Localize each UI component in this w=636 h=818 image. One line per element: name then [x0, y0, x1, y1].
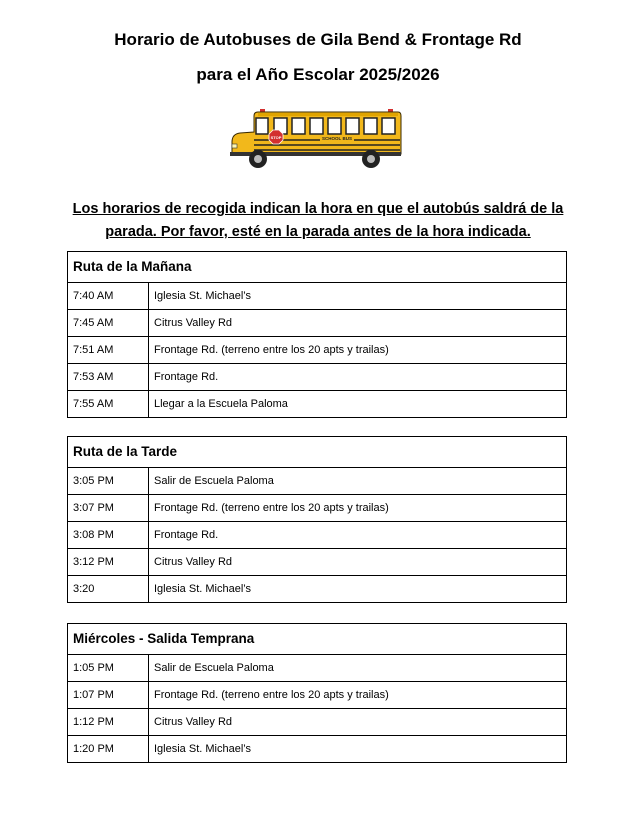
stop-place: Frontage Rd. (terreno entre los 20 apts y trailas): [149, 495, 567, 522]
route-title: Ruta de la Mañana: [68, 252, 567, 283]
school-bus-icon: [228, 108, 403, 170]
route-title: Miércoles - Salida Temprana: [68, 624, 567, 655]
afternoon-route-table: [67, 436, 567, 603]
stop-place: Frontage Rd.: [149, 364, 567, 391]
page-title: Horario de Autobuses de Gila Bend & Frontage Rd: [114, 30, 522, 49]
stop-place: Salir de Escuela Paloma: [149, 655, 567, 682]
table-row: [68, 709, 567, 736]
stop-time: 7:55 AM: [68, 391, 149, 418]
stop-time: 7:40 AM: [68, 283, 149, 310]
table-row: [68, 736, 567, 763]
stop-time: 1:07 PM: [68, 682, 149, 709]
bus-side-text: SCHOOL BUS: [322, 136, 352, 141]
table-row: [68, 522, 567, 549]
table-row: [68, 468, 567, 495]
table-header-row: [68, 252, 567, 283]
stop-time: 7:51 AM: [68, 337, 149, 364]
table-row: [68, 310, 567, 337]
table-row: [68, 364, 567, 391]
stop-place: Iglesia St. Michael’s: [149, 283, 567, 310]
stop-place: Citrus Valley Rd: [149, 310, 567, 337]
notice-line-2: parada. Por favor, esté en la parada antes de la hora indicada.: [105, 224, 531, 240]
stop-time: 3:08 PM: [68, 522, 149, 549]
table-header-row: [68, 437, 567, 468]
table-row: [68, 655, 567, 682]
table-header-row: [68, 624, 567, 655]
stop-time: 3:07 PM: [68, 495, 149, 522]
stop-time: 3:20: [68, 576, 149, 603]
stop-place: Frontage Rd. (terreno entre los 20 apts y trailas): [149, 337, 567, 364]
early-release-route-table: [67, 623, 567, 763]
bus-stop-sign-text: STOP: [270, 135, 282, 140]
stop-place: Iglesia St. Michael’s: [149, 576, 567, 603]
morning-route-table: [67, 251, 567, 418]
stop-time: 1:20 PM: [68, 736, 149, 763]
table-row: [68, 495, 567, 522]
stop-place: Salir de Escuela Paloma: [149, 468, 567, 495]
table-row: [68, 682, 567, 709]
stop-time: 3:12 PM: [68, 549, 149, 576]
table-row: [68, 576, 567, 603]
stop-time: 1:05 PM: [68, 655, 149, 682]
page-subtitle: para el Año Escolar 2025/2026: [196, 65, 440, 84]
stop-place: Llegar a la Escuela Paloma: [149, 391, 567, 418]
stop-time: 7:45 AM: [68, 310, 149, 337]
stop-time: 7:53 AM: [68, 364, 149, 391]
stop-time: 3:05 PM: [68, 468, 149, 495]
table-row: [68, 391, 567, 418]
table-row: [68, 337, 567, 364]
route-title: Ruta de la Tarde: [68, 437, 567, 468]
table-row: [68, 549, 567, 576]
table-row: [68, 283, 567, 310]
stop-place: Citrus Valley Rd: [149, 709, 567, 736]
notice-line-1: Los horarios de recogida indican la hora en que el autobús saldrá de la: [72, 201, 564, 217]
stop-place: Citrus Valley Rd: [149, 549, 567, 576]
stop-place: Frontage Rd. (terreno entre los 20 apts y trailas): [149, 682, 567, 709]
stop-time: 1:12 PM: [68, 709, 149, 736]
stop-place: Frontage Rd.: [149, 522, 567, 549]
stop-place: Iglesia St. Michael’s: [149, 736, 567, 763]
